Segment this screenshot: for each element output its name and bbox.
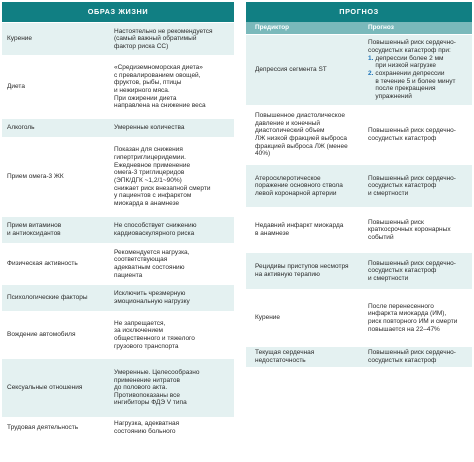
lifestyle-recommendation: Исключить чрезмерную эмоциональную нагрузку [114, 290, 190, 305]
prognosis-rows [246, 34, 472, 367]
lifestyle-recommendation: Рекомендуется нагрузка, соответствующая адекватным состоянию пациента [114, 248, 190, 279]
prognosis-row [246, 207, 472, 252]
predictor-cell: Рецидивы приступов несмотря на активную терапию [255, 263, 349, 278]
lifestyle-table [2, 2, 234, 460]
lifestyle-factor: Алкоголь [7, 124, 35, 132]
list-item-number: 2. [368, 70, 374, 77]
prognosis-list-item [368, 55, 456, 70]
lifestyle-factor: Прием витаминов и антиоксидантов [7, 222, 62, 237]
prognosis-cell [363, 165, 472, 207]
prognosis-text: После перенесенного инфаркта миокарда (ИМ), риск повторного ИМ и смерти повышается на 22–47% [368, 302, 458, 333]
lifestyle-recommendation: Умеренные количества [114, 124, 185, 132]
prognosis-column-label: Прогноз [368, 24, 394, 32]
prognosis-row [246, 164, 472, 207]
prognosis-row [246, 252, 472, 289]
lifestyle-recommendation: Нагрузка, адекватная состоянию больного [114, 420, 180, 435]
prognosis-row [246, 105, 472, 164]
lifestyle-recommendation: Показан для снижения гипертриглицеридемии. Ежедневное применение омега-3 триглицеридов (ЭПК/ДГК ~1,2/1~90%) снижает риск внезапной смерти у пациентов с инфарктом миокарда в анамнезе [114, 146, 211, 207]
lifestyle-row [2, 55, 234, 118]
prognosis-list-item [368, 70, 456, 101]
lifestyle-row [2, 22, 234, 55]
prognosis-text: Повышенный риск сердечно- сосудистых катастроф и смертности [368, 259, 456, 282]
lifestyle-row [2, 358, 234, 417]
prognosis-cell [363, 347, 472, 367]
list-item-number: 1. [368, 54, 374, 62]
lifestyle-row [2, 311, 234, 358]
predictor-cell: Текущая сердечная недостаточность [255, 349, 315, 364]
lifestyle-factor: Курение [7, 35, 33, 43]
lifestyle-title: ОБРАЗ ЖИЗНИ [2, 2, 234, 22]
prognosis-row [246, 346, 472, 367]
lifestyle-factor: Сексуальные отношения [7, 384, 83, 392]
prognosis-table [246, 2, 472, 460]
lifestyle-recommendation: Умеренные. Целесообразно применение нитратов до полового акта. Противопоказаны все ингибиторы ФДЭ V типа [114, 368, 200, 407]
prognosis-row [246, 289, 472, 346]
lifestyle-row [2, 243, 234, 284]
lifestyle-recommendation: «Средиземноморская диета» с превалированием овощей, фруктов, рыбы, птицы и нежирного мяса. При ожирении диета направлена на снижение веса [114, 64, 206, 110]
prognosis-cell [363, 106, 472, 164]
lifestyle-factor: Вождение автомобиля [7, 331, 76, 339]
lifestyle-factor: Трудовая деятельность [7, 424, 79, 432]
lifestyle-recommendation: Не запрещается, за исключением общественного и тяжелого грузового транспорта [114, 319, 195, 350]
prognosis-cell [363, 290, 472, 346]
lifestyle-row [2, 118, 234, 137]
predictor-cell: Недавний инфаркт миокарда в анамнезе [255, 222, 344, 237]
list-item-text: депрессии более 2 мм при низкой нагрузке [375, 54, 444, 70]
prognosis-cell [363, 35, 472, 105]
lifestyle-rows [2, 22, 234, 438]
lifestyle-factor: Прием омега-3 ЖК [7, 173, 64, 181]
prognosis-text: Повышенный риск сердечно- сосудистых катастроф [368, 127, 456, 142]
lifestyle-row [2, 216, 234, 243]
predictor-cell: Курение [255, 314, 281, 322]
prognosis-text: Повышенный риск сердечно- сосудистых катастроф при: [368, 39, 456, 55]
predictor-column-label: Предиктор [255, 24, 290, 32]
lifestyle-row [2, 417, 234, 438]
prognosis-cell [363, 208, 472, 252]
prognosis-column-header [246, 22, 472, 34]
lifestyle-recommendation: Не способствует снижению кардиоваскулярного риска [114, 222, 197, 237]
list-item-text: сохранении депрессии в течение 5 и более минут после прекращения упражнений [375, 70, 456, 100]
prognosis-text: Повышенный риск сердечно- сосудистых катастроф и смертности [368, 174, 456, 197]
lifestyle-factor: Психологические факторы [7, 294, 88, 302]
lifestyle-row [2, 284, 234, 311]
prognosis-row [246, 34, 472, 105]
prognosis-text: Повышенный риск сердечно- сосудистых катастроф [368, 349, 456, 364]
prognosis-text: Повышенный риск краткосрочных коронарных событий [368, 218, 451, 241]
lifestyle-factor: Диета [7, 83, 25, 91]
lifestyle-factor: Физическая активность [7, 260, 78, 268]
predictor-cell: Атеросклеротическое поражение основного ствола левой коронарной артерии [255, 174, 343, 197]
predictor-cell: Депрессия сегмента ST [255, 66, 327, 74]
lifestyle-row [2, 137, 234, 216]
lifestyle-recommendation: Настоятельно не рекомендуется (самый важный обратимый фактор риска СС) [114, 27, 213, 50]
predictor-cell: Повышенное диастолическое давление и конечный диастолический объем ЛЖ низкой фракцией выброса фракцией выброса ЛЖ (менее 40%) [255, 112, 348, 158]
prognosis-cell [363, 253, 472, 289]
prognosis-title: ПРОГНОЗ [246, 2, 472, 22]
